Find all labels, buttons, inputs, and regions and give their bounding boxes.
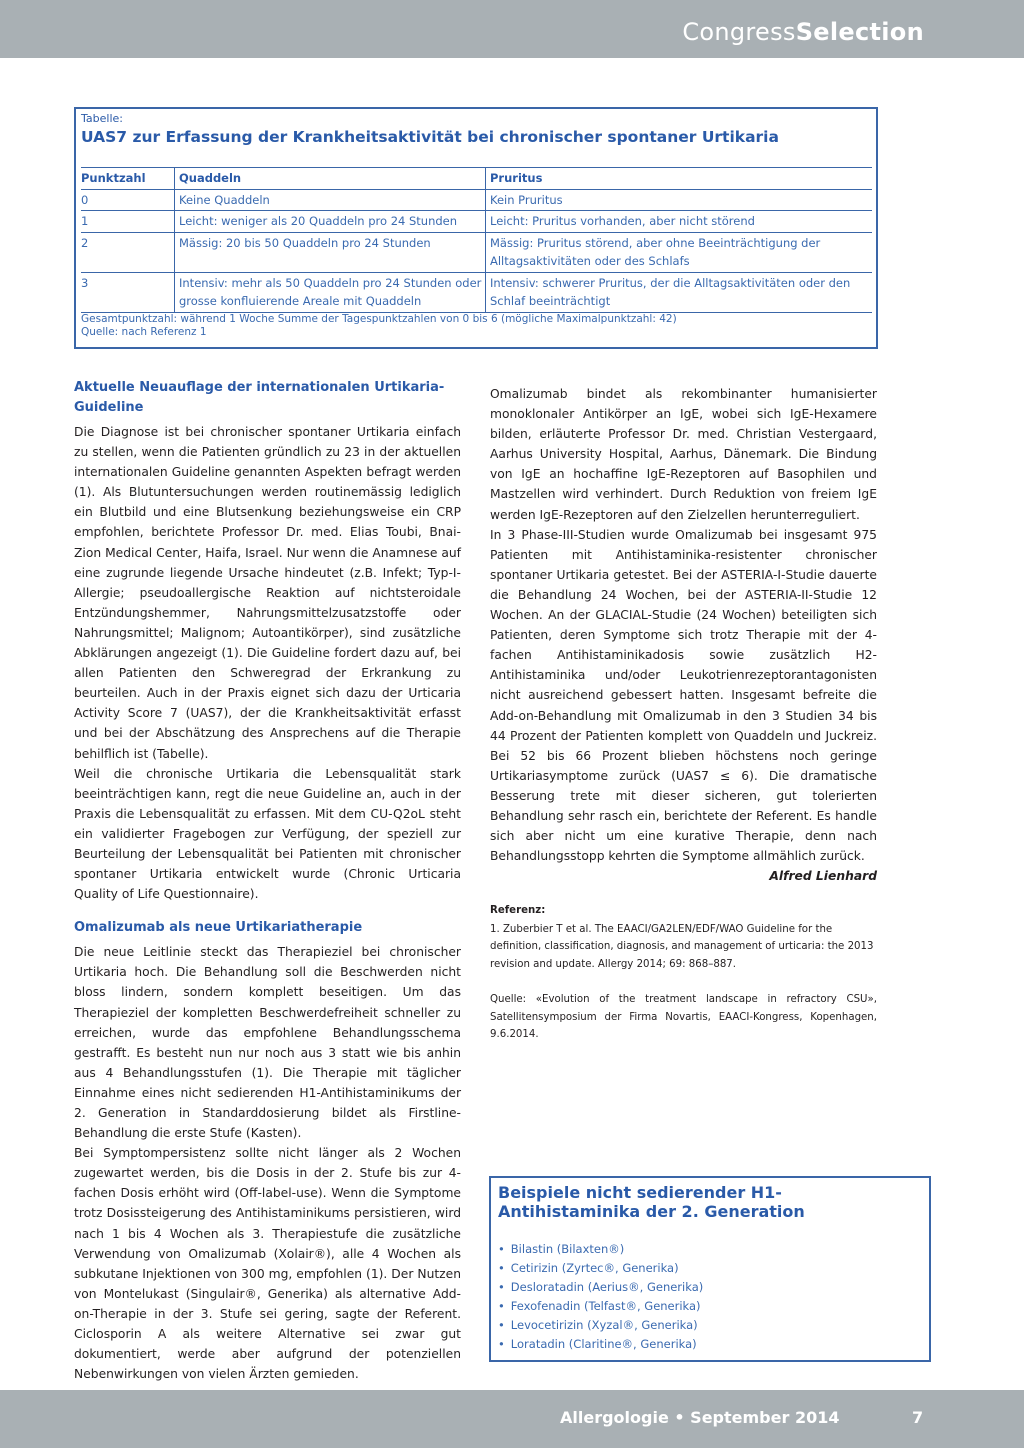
paragraph: Bei Symptompersistenz sollte nicht länger als 2 Wochen zugewartet werden, bis die Dosis in der 2. Stufe bis zur 4-fachen Dosis erhöht wird (Off-label-use). Wenn die Symptome trotz Dosissteigerung des Antihistaminikums persistieren, wird nach 1 bis 4 Wochen als 3. Therapiestufe die zusätzliche Verwendung von Omalizumab (Xolair®), alle 4 Wochen als subkutane Injektionen von 300 mg, empfohlen (1). Der Nutzen von Montelukast (Singulair®, Generika) als alternative Add-on-Therapie in der 3. Stufe sei gering, sagte der Referent. Ciclosporin A als weitere Alternative sei zwar gut dokumentiert, werde aber aufgrund der potenziellen Nebenwirkungen von vielen Ärzten gemieden. [74, 1146, 461, 1382]
references-heading: Referenz: [490, 905, 546, 916]
table-cell: Kein Pruritus [486, 189, 873, 211]
table-header-row [81, 168, 872, 190]
brand-bold: Selection [795, 18, 924, 46]
antihistamine-box [489, 1176, 931, 1362]
table-label: Tabelle: [81, 112, 123, 125]
table-footnote [81, 313, 677, 339]
paragraph: In 3 Phase-III-Studien wurde Omalizumab bei insgesamt 975 Patienten mit Antihistaminika-resistenter chronischer spontaner Urtikaria getestet. Bei der ASTERIA-I-Studie dauerte die Behandlung 24 Wochen, bei der ASTERIA-II-Studie 12 Wochen. An der GLACIAL-Studie (24 Wochen) beteiligten sich Patienten, deren Symptome sich trotz Therapie mit der 4-fachen Antihistaminikadosis sowie zusätzlich H2-Antihistaminika und/oder Leukotrienrezeptorantagonisten nicht ausreichend gebessert hatten. Insgesamt befreite die Add-on-Behandlung mit Omalizumab in den 3 Studien 34 bis 44 Prozent der Patienten komplett von Quaddeln und Juckreiz. Bei 52 bis 66 Prozent blieben höchstens noch geringe Urtikariasymptome zurück (UAS7 ≤ 6). Die dramatische Besserung trete mit dieser sicheren, gut tolerierten Behandlung sehr rasch ein, berichtete der Referent. Es handle sich aber nicht um eine kurative Therapie, denn nach Behandlungsstopp kehrten die Symptome allmählich zurück. [490, 527, 877, 864]
column-header: Punktzahl [81, 168, 175, 190]
table-row [81, 189, 872, 211]
column-header: Pruritus [486, 168, 873, 190]
table-cell: 2 [81, 232, 175, 272]
list-item: • Fexofenadin (Telfast®, Generika) [498, 1297, 703, 1316]
list-item: • Desloratadin (Aerius®, Generika) [498, 1278, 703, 1297]
table-row [81, 232, 872, 272]
table-cell: Intensiv: mehr als 50 Quaddeln pro 24 Stunden oder grosse konfluierende Areale mit Quaddeln [175, 272, 486, 312]
table-title: UAS7 zur Erfassung der Krankheitsaktivität bei chronischer spontaner Urtikaria [81, 128, 779, 146]
brand-light: Congress [682, 18, 796, 46]
source-note: Quelle: «Evolution of the treatment landscape in refractory CSU», Satellitensymposium der Firma Novartis, EAACI-Kongress, Kopenhagen, 9.6.2014. [490, 994, 877, 1040]
uas7-table-box [74, 107, 878, 349]
brand-logo [682, 18, 924, 46]
uas7-table [81, 167, 872, 313]
page-number: 7 [912, 1408, 924, 1427]
box-title: Beispiele nicht sedierender H1-Antihistaminika der 2. Generation [498, 1183, 805, 1221]
list-item: • Cetirizin (Zyrtec®, Generika) [498, 1259, 703, 1278]
antihistamine-list [498, 1240, 703, 1354]
footer-journal: Allergologie • September 2014 [560, 1408, 840, 1427]
article-column-right [490, 384, 877, 886]
table-cell: 0 [81, 189, 175, 211]
table-cell: Intensiv: schwerer Pruritus, der die Alltagsaktivitäten oder den Schlaf beeinträchtigt [486, 272, 873, 312]
references [490, 902, 877, 1044]
header-bar [0, 0, 1024, 58]
table-cell: Leicht: weniger als 20 Quaddeln pro 24 Stunden [175, 211, 486, 233]
paragraph: Die Diagnose ist bei chronischer spontaner Urtikaria einfach zu stellen, wenn die Patienten gründlich zu 23 in der aktuellen internationalen Guideline genannten Aspekten befragt werden (1). Als Blutuntersuchungen werden routinemässig lediglich ein Blutbild und eine Blutsenkung beziehungsweise ein CRP empfohlen, berichtete Professor Dr. med. Elias Toubi, Bnai-Zion Medical Center, Haifa, Israel. Nur wenn die Anamnese auf eine zugrunde liegende Ursache hindeutet (z.B. Infekt; Typ-I-Allergie; pseudoallergische Reaktion auf nichtsteroidale Entzündungshemmer, Nahrungsmittelzusatzstoffe oder Nahrungsmittel; Malignom; Autoantikörper), sind zusätzliche Abklärungen angezeigt (1). Die Guideline fordert dazu auf, bei allen Patienten den Schweregrad der Erkrankung zu beurteilen. Auch in der Praxis eignet sich dazu der Urticaria Activity Score 7 (UAS7), der die Krankheitsaktivität erfasst und bei der Abschätzung des Ansprechens auf die Therapie behilflich ist (Tabelle). [74, 425, 461, 761]
article-column-left [74, 378, 461, 1384]
table-note-source: Quelle: nach Referenz 1 [81, 326, 207, 338]
paragraph: Die neue Leitlinie steckt das Therapieziel bei chronischer Urtikaria hoch. Die Behandlung soll die Beschwerden nicht bloss lindern, sondern komplett beseitigen. Um das Therapieziel der kompletten Beschwerdefreiheit schneller zu erreichen, wurde das empfohlene Behandlungsschema gestrafft. Es besteht nun nur noch aus 3 statt wie bis anhin aus 4 Behandlungsstufen (1). Die Therapie mit täglicher Einnahme eines nicht sedierenden H1-Antihistaminikums der 2. Generation in Standarddosierung bildet als Firstline-Behandlung die erste Stufe (Kasten). [74, 945, 461, 1141]
reference-item: 1. Zuberbier T et al. The EAACI/GA2LEN/EDF/WAO Guideline for the definition, classification, diagnosis, and management of urticaria: the 2013 revision and update. Allergy 2014; 69: 868–887. [490, 923, 874, 970]
table-cell: Keine Quaddeln [175, 189, 486, 211]
table-row [81, 211, 872, 233]
table-note-total: Gesamtpunktzahl: während 1 Woche Summe der Tagespunktzahlen von 0 bis 6 (mögliche Maximalpunktzahl: 42) [81, 313, 677, 325]
table-cell: Mässig: 20 bis 50 Quaddeln pro 24 Stunden [175, 232, 486, 272]
section-heading: Omalizumab als neue Urtikariatherapie [74, 920, 363, 936]
table-cell: Leicht: Pruritus vorhanden, aber nicht störend [486, 211, 873, 233]
table-cell: 1 [81, 211, 175, 233]
column-header: Quaddeln [175, 168, 486, 190]
section-heading: Aktuelle Neuauflage der internationalen Urtikaria-Guideline [74, 380, 445, 415]
footer-bar [0, 1390, 1024, 1448]
list-item: • Levocetirizin (Xyzal®, Generika) [498, 1316, 703, 1335]
paragraph: Omalizumab bindet als rekombinanter humanisierter monoklonaler Antikörper an IgE, wobei sich IgE-Hexamere bilden, erläuterte Professor Dr. med. Christian Vestergaard, Aarhus University Hospital, Aarhus, Dänemark. Die Bindung von IgE an hochaffine IgE-Rezeptoren auf Basophilen und Mastzellen wird verhindert. Durch Reduktion von freiem IgE werden IgE-Rezeptoren auf den Zielzellen herunterreguliert. [490, 387, 877, 522]
list-item: • Bilastin (Bilaxten®) [498, 1240, 703, 1259]
table-cell: Mässig: Pruritus störend, aber ohne Beeinträchtigung der Alltagsaktivitäten oder des Schlafs [486, 232, 873, 272]
author-signature: Alfred Lienhard [769, 869, 877, 884]
list-item: • Loratadin (Claritine®, Generika) [498, 1335, 703, 1354]
table-cell: 3 [81, 272, 175, 312]
table-row [81, 272, 872, 312]
paragraph: Weil die chronische Urtikaria die Lebensqualität stark beeinträchtigen kann, regt die neue Guideline an, auch in der Praxis die Lebensqualität zu erfassen. Mit dem CU-Q2oL steht ein validierter Fragebogen zur Verfügung, der speziell zur Beurteilung der Lebensqualität bei Patienten mit chronischer spontaner Urtikaria entwickelt wurde (Chronic Urticaria Quality of Life Questionnaire). [74, 766, 461, 902]
